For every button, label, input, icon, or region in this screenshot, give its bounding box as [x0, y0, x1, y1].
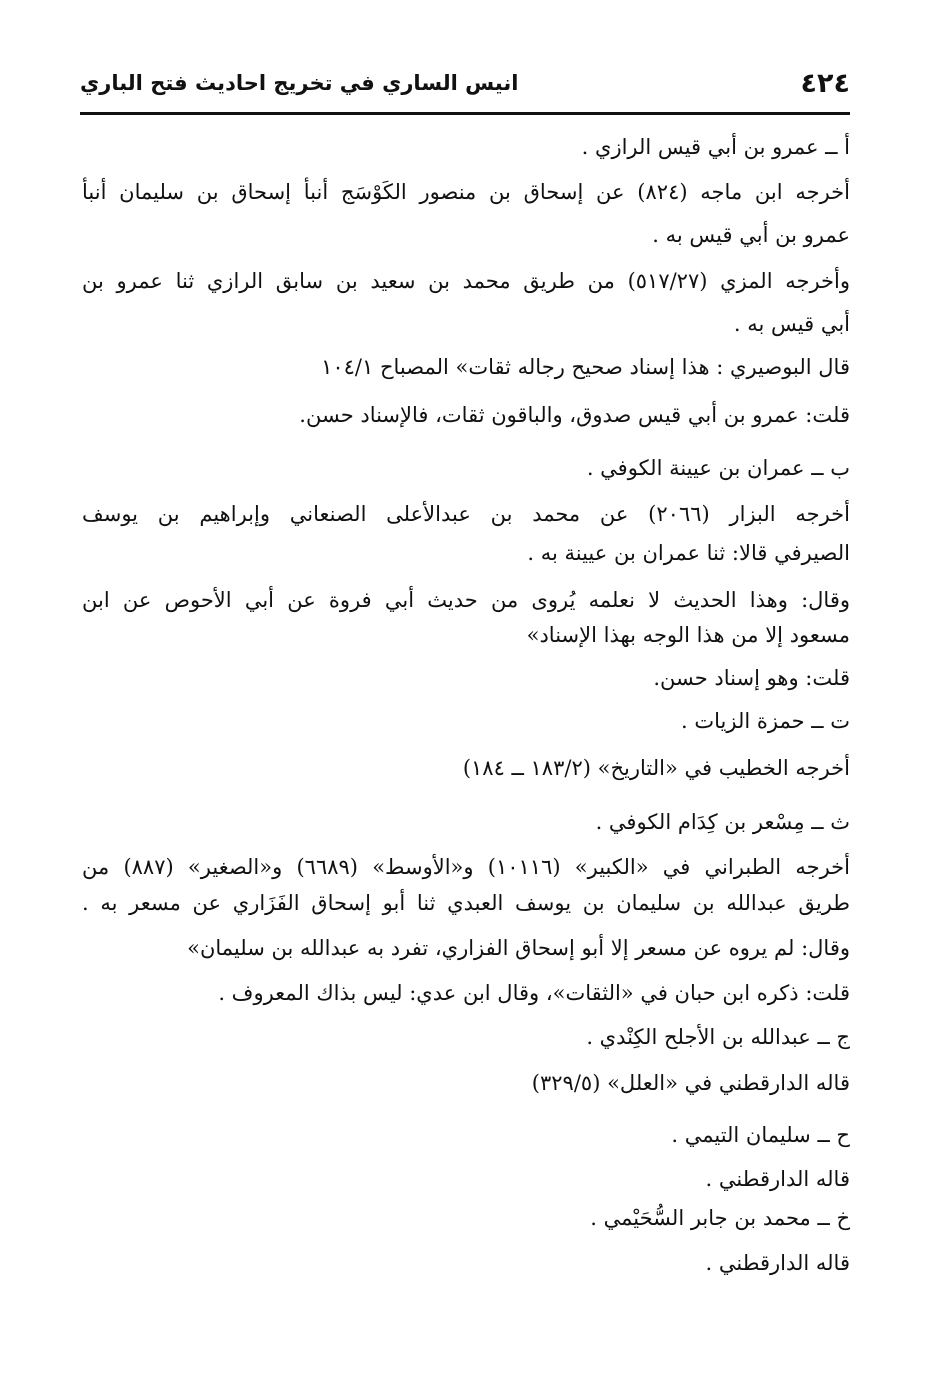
- text-line: وقال: وهذا الحديث لا نعلمه يُروى من حديث أبي فروة عن أبي الأحوص عن ابن: [82, 588, 850, 612]
- text-line: أخرجه ابن ماجه (٨٢٤) عن إسحاق بن منصور الكَوْسَج أنبأ إسحاق بن سليمان أنبأ: [82, 180, 850, 204]
- text-line: أخرجه الخطيب في «التاريخ» (١٨٣/٢ ــ ١٨٤): [462, 756, 850, 780]
- section-heading-alif: أ ــ عمرو بن أبي قيس الرازي .: [581, 135, 850, 159]
- text-line: قلت: ذكره ابن حبان في «الثقات»، وقال ابن عدي: ليس بذاك المعروف .: [218, 981, 850, 1005]
- text-line: وقال: لم يروه عن مسعر إلا أبو إسحاق الفزاري، تفرد به عبدالله بن سليمان»: [187, 936, 850, 960]
- text-line: قلت: وهو إسناد حسن.: [653, 666, 850, 690]
- text-line: مسعود إلا من هذا الوجه بهذا الإسناد»: [526, 623, 850, 647]
- section-heading-tha: ث ــ مِسْعر بن كِدَام الكوفي .: [595, 810, 850, 834]
- text-line: عمرو بن أبي قيس به .: [652, 223, 850, 247]
- page-number: ٤٢٤: [800, 68, 850, 99]
- header-rule: [80, 112, 850, 115]
- section-heading-ba: ب ــ عمران بن عيينة الكوفي .: [586, 456, 850, 480]
- running-title: انيس الساري في تخريج احاديث فتح الباري: [80, 71, 519, 95]
- text-line: وأخرجه المزي (٥١٧/٢٧) من طريق محمد بن سعيد بن سابق الرازي ثنا عمرو بن: [82, 269, 850, 293]
- text-line: قاله الدارقطني في «العلل» (٣٢٩/٥): [531, 1071, 850, 1095]
- section-heading-kha: خ ــ محمد بن جابر السُّحَيْمي .: [590, 1206, 850, 1230]
- section-heading-ha: ح ــ سليمان التيمي .: [671, 1123, 850, 1147]
- text-line: طريق عبدالله بن سليمان بن يوسف العبدي ثنا أبو إسحاق الفَزَاري عن مسعر به .: [82, 891, 850, 915]
- section-heading-ta: ت ــ حمزة الزيات .: [681, 709, 850, 733]
- page-header: [80, 68, 850, 108]
- text-line: قاله الدارقطني .: [705, 1167, 850, 1191]
- text-line: الصيرفي قالا: ثنا عمران بن عيينة به .: [527, 541, 850, 565]
- text-line: أخرجه البزار (٢٠٦٦) عن محمد بن عبدالأعلى الصنعاني وإبراهيم بن يوسف: [82, 502, 850, 526]
- section-heading-jim: ج ــ عبدالله بن الأجلح الكِنْدي .: [586, 1025, 850, 1049]
- text-line: قلت: عمرو بن أبي قيس صدوق، والباقون ثقات، فالإسناد حسن.: [299, 403, 850, 427]
- text-line: قال البوصيري : هذا إسناد صحيح رجاله ثقات» المصباح ١٠٤/١: [321, 355, 850, 379]
- text-line: قاله الدارقطني .: [705, 1251, 850, 1275]
- text-line: أبي قيس به .: [733, 312, 850, 336]
- text-line: أخرجه الطبراني في «الكبير» (١٠١١٦) و«الأوسط» (٦٦٨٩) و«الصغير» (٨٨٧) من: [82, 855, 850, 879]
